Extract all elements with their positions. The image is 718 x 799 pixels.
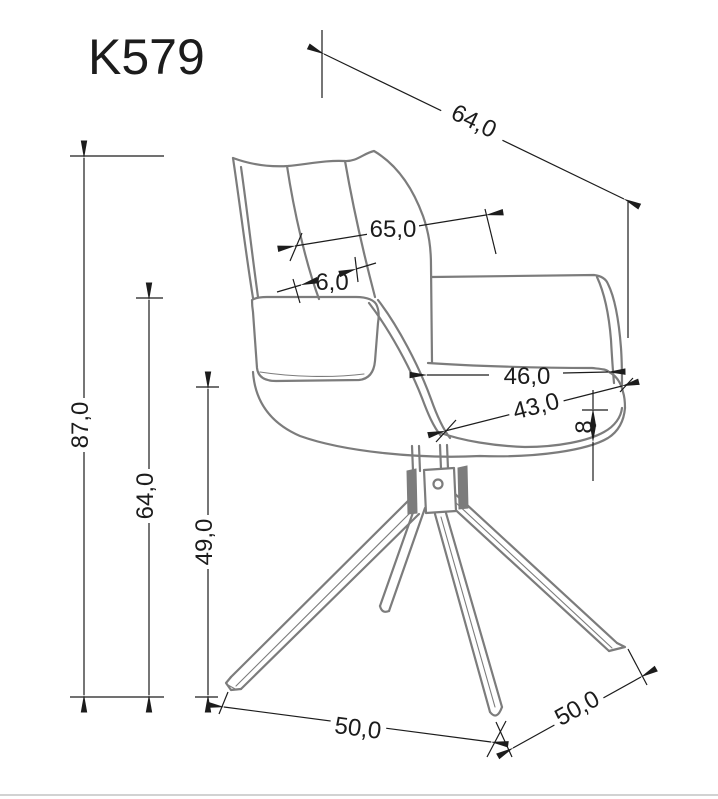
- chair-drawing: [226, 151, 625, 716]
- foot-glide-front-center: [490, 707, 502, 716]
- left-armrest-pad: [252, 297, 379, 381]
- extension-line: [290, 233, 302, 261]
- dimension-label: 6,0: [315, 269, 349, 296]
- swivel-hub-block: [424, 468, 456, 513]
- product-model-title: K579: [88, 29, 205, 85]
- extension-line: [496, 722, 512, 757]
- armrest-support-inner: [369, 303, 441, 436]
- dimension-label: 64,0: [446, 99, 501, 144]
- dimension-backrest-width: [290, 209, 496, 261]
- dimension-label: 50,0: [550, 685, 605, 732]
- left-armrest-pad-stitch: [260, 372, 364, 376]
- dimension-label: 87,0: [67, 401, 94, 449]
- dimension-label: 46,0: [503, 363, 551, 390]
- dimension-label: 64,0: [132, 472, 159, 520]
- leg-front-left: [226, 500, 419, 690]
- dimension-annotations: [67, 30, 647, 757]
- extension-line: [485, 209, 496, 254]
- dimension-label: 50,0: [333, 712, 383, 745]
- swivel-hub-plate-left: [407, 469, 417, 514]
- dimension-label: 49,0: [191, 518, 218, 566]
- dimension-label: 8: [571, 420, 598, 434]
- gas-lift-posts: [412, 445, 448, 471]
- leg-right: [448, 492, 625, 651]
- extension-line: [293, 279, 300, 303]
- dimension-base-front: [219, 692, 512, 757]
- armrest-support-outer: [378, 300, 450, 438]
- dimension-depth-top: [322, 30, 628, 338]
- swivel-hub-plate-right: [458, 466, 468, 509]
- extension-line: [355, 257, 358, 282]
- backrest-outline: [233, 151, 432, 362]
- dimension-label: 65,0: [369, 216, 417, 243]
- dimension-base-side: [513, 649, 647, 748]
- dimension-label: 43,0: [510, 387, 563, 426]
- dimension-seat-thickness: [571, 390, 608, 481]
- dimension-backrest-height: [132, 298, 163, 695]
- extension-line: [219, 692, 228, 714]
- dimension-seat-height: [191, 387, 219, 697]
- backrest-seam-line-1: [287, 166, 319, 299]
